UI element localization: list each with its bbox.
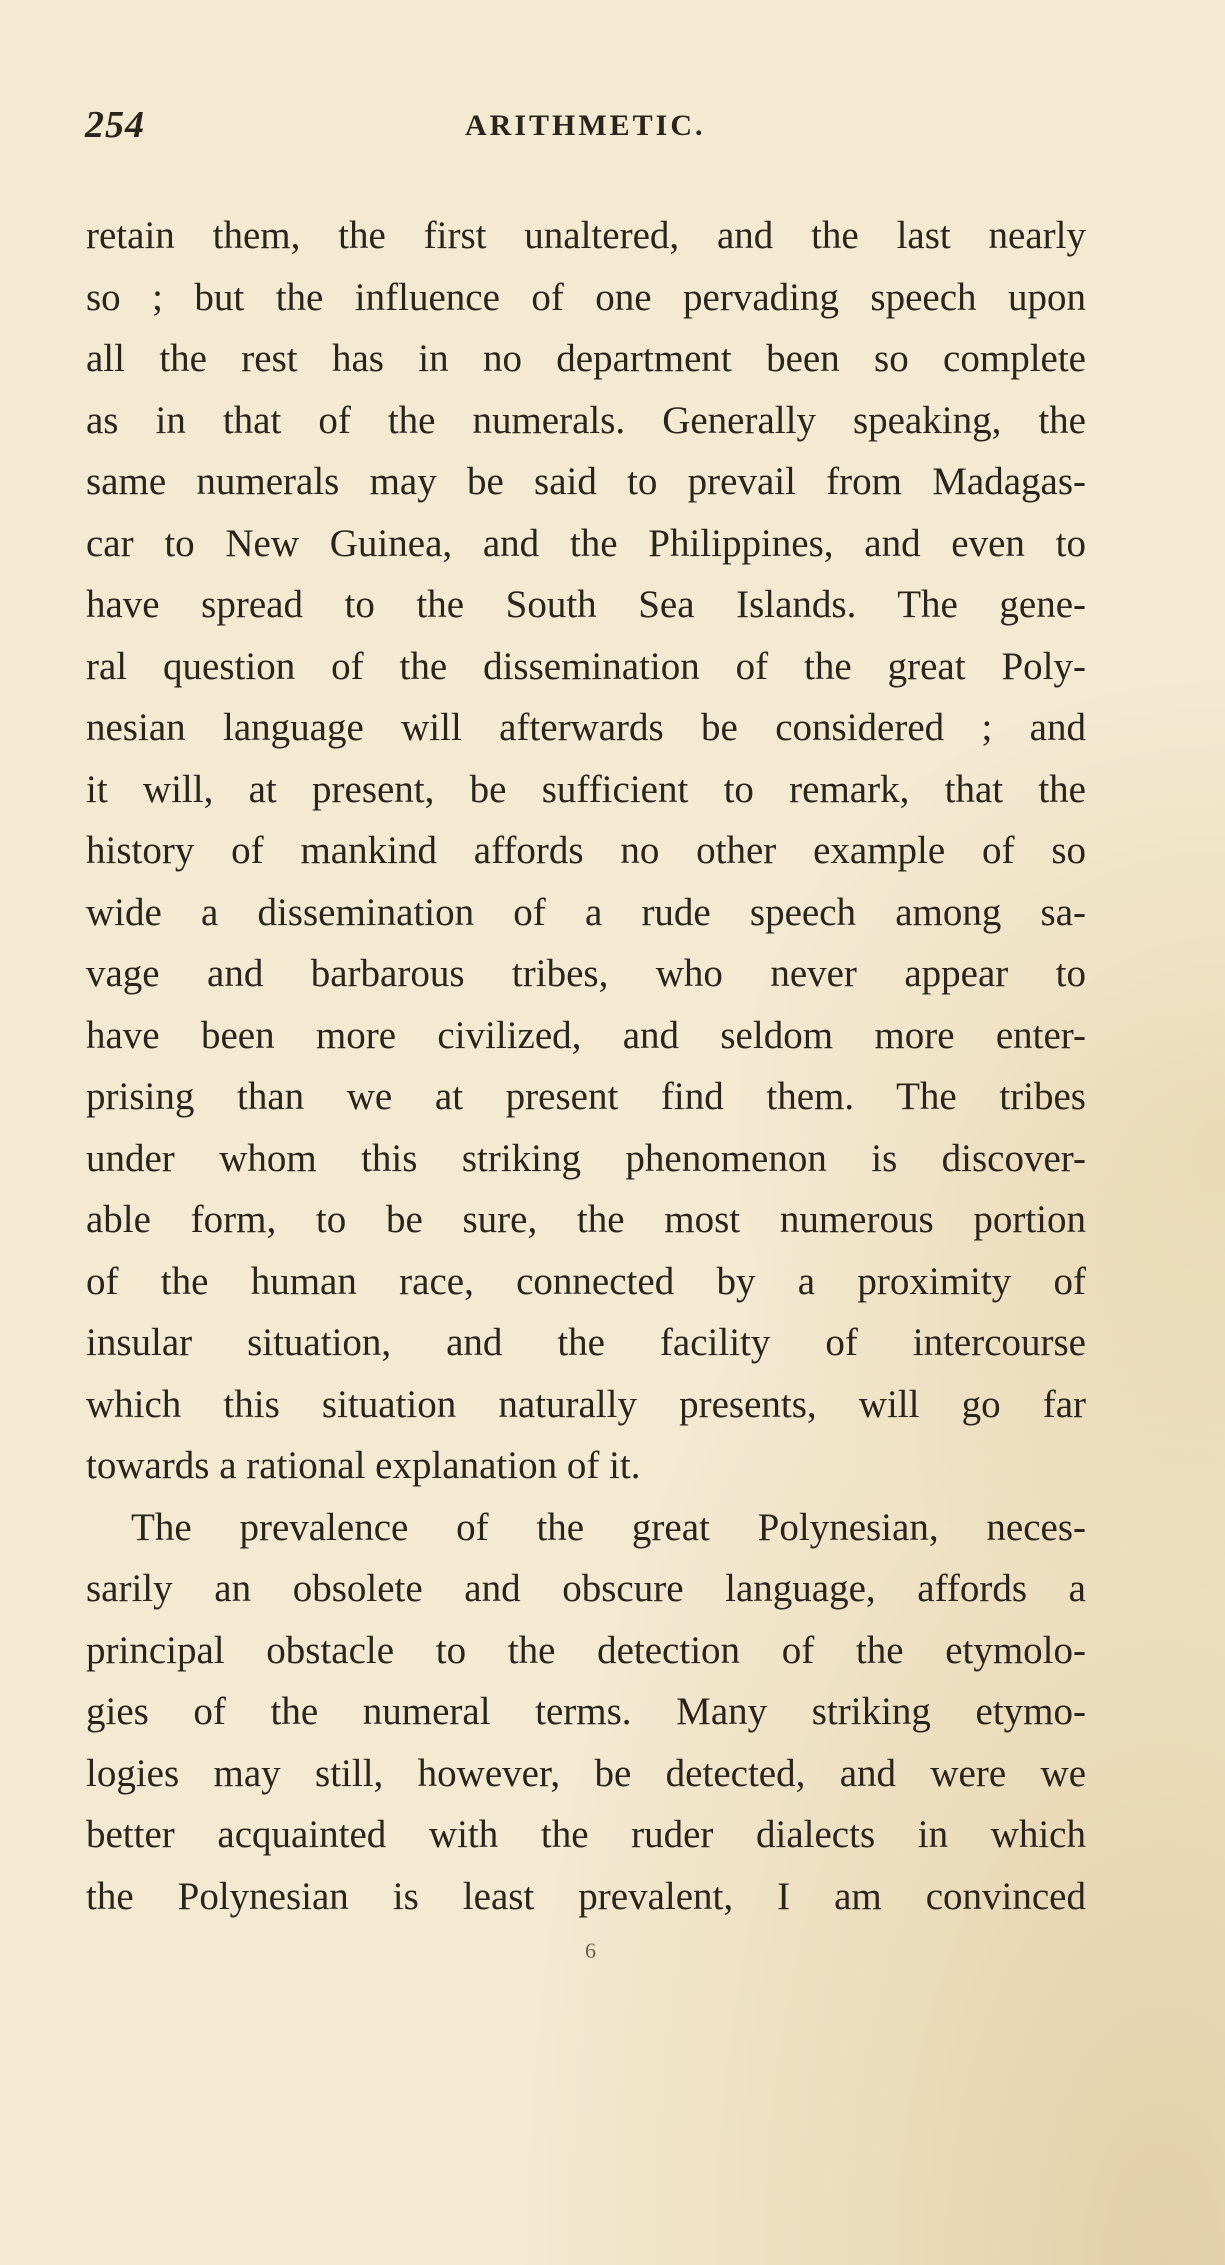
paragraph-2 xyxy=(86,1497,1086,1928)
text-line: towards a rational explanation of it. xyxy=(86,1444,641,1487)
text-line: able form, to be sure, the most numerous portion xyxy=(86,1198,1086,1241)
paragraph-1 xyxy=(86,205,1086,1497)
text-line: so ; but the influence of one pervading speech upon xyxy=(86,275,1086,319)
text-line: it will, at present, be sufficient to remark, that the xyxy=(86,767,1086,811)
text-line: car to New Guinea, and the Philippines, and even to xyxy=(86,521,1086,565)
text-line: nesian language will afterwards be considered ; and xyxy=(86,706,1086,749)
text-line: same numerals may be said to prevail from Madagas- xyxy=(86,460,1086,503)
page-number: 254 xyxy=(85,104,145,146)
text-line: retain them, the first unaltered, and the last nearly xyxy=(86,214,1086,257)
text-line: have been more civilized, and seldom more enter- xyxy=(86,1013,1086,1057)
text-line: wide a dissemination of a rude speech among sa- xyxy=(86,890,1086,934)
page-header xyxy=(85,103,1085,153)
text-line: of the human race, connected by a proximity of xyxy=(86,1259,1086,1303)
text-line: the Polynesian is least prevalent, I am convinced xyxy=(86,1874,1086,1918)
signature-mark: 6 xyxy=(585,1938,596,1963)
text-line: The prevalence of the great Polynesian, neces- xyxy=(131,1505,1086,1549)
text-line: logies may still, however, be detected, and were we xyxy=(86,1751,1086,1795)
text-line: as in that of the numerals. Generally speaking, the xyxy=(86,398,1086,442)
text-line: sarily an obsolete and obscure language, affords a xyxy=(86,1567,1086,1610)
text-line: vage and barbarous tribes, who never appear to xyxy=(86,952,1086,995)
text-line: better acquainted with the ruder dialects in which xyxy=(86,1813,1086,1856)
text-line: all the rest has in no department been so complete xyxy=(86,337,1086,380)
text-line: have spread to the South Sea Islands. The gene- xyxy=(86,583,1086,626)
running-head: ARITHMETIC. xyxy=(465,109,706,142)
text-line: prising than we at present find them. The tribes xyxy=(86,1075,1086,1118)
text-line: under whom this striking phenomenon is discover- xyxy=(86,1136,1086,1180)
text-line: history of mankind affords no other example of so xyxy=(86,829,1086,872)
text-line: gies of the numeral terms. Many striking etymo- xyxy=(86,1690,1086,1733)
body-text xyxy=(86,205,1086,1927)
text-line: ral question of the dissemination of the great Poly- xyxy=(86,644,1086,688)
text-line: which this situation naturally presents, will go far xyxy=(86,1382,1086,1426)
text-line: principal obstacle to the detection of the etymolo- xyxy=(86,1628,1086,1672)
text-line: insular situation, and the facility of intercourse xyxy=(86,1321,1086,1364)
